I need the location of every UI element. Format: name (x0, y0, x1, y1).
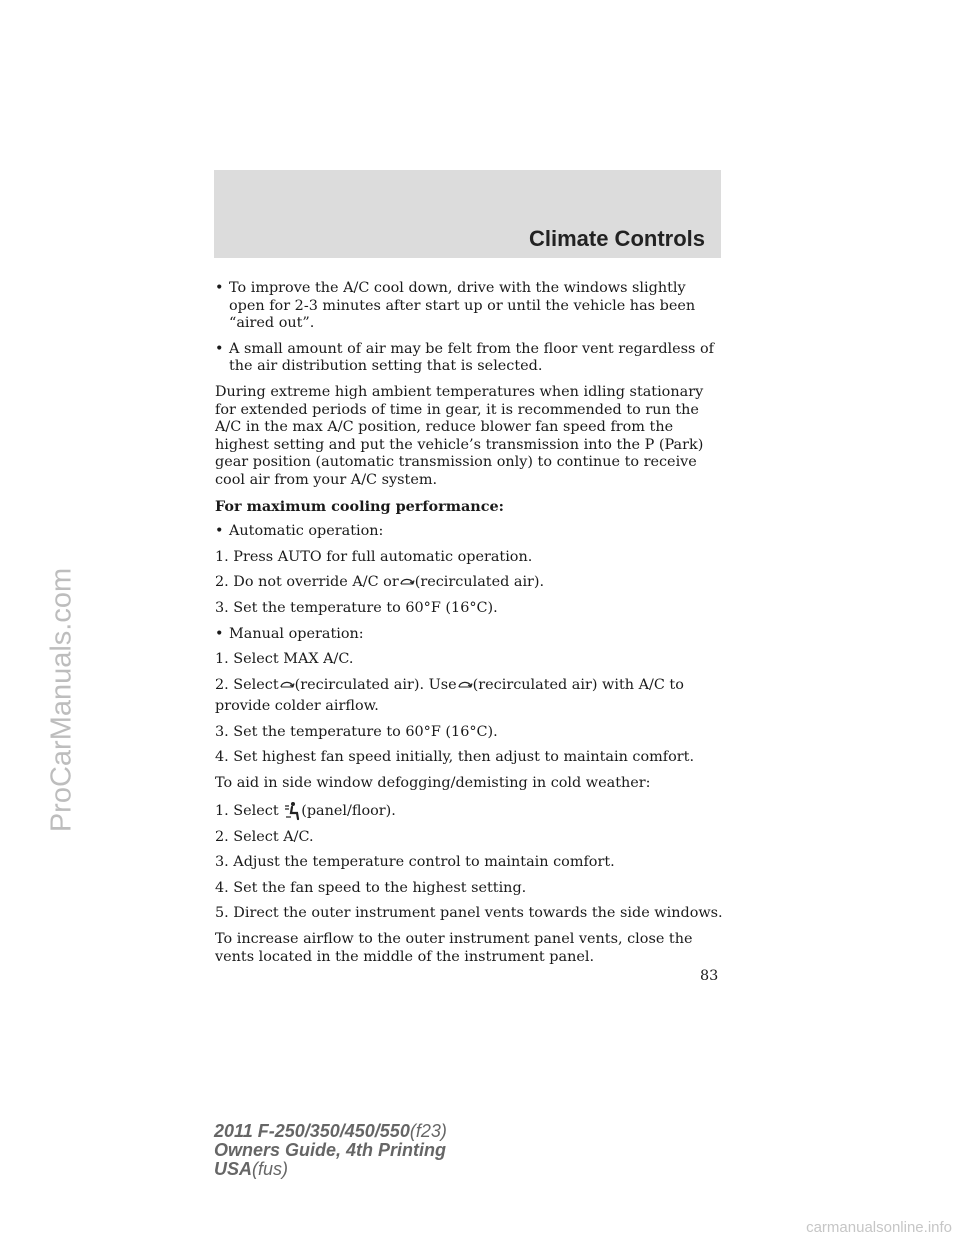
defog-step-1 (215, 801, 725, 821)
defog-step-4: 4. Set the fan speed to the highest setting. (215, 879, 527, 896)
manual-step-1: 1. Select MAX A/C. (215, 651, 354, 668)
footer-line (214, 1122, 447, 1141)
footer-line: Owners Guide, 4th Printing (214, 1140, 447, 1160)
manual-step-2-text: (recirculated air). Use (294, 676, 457, 693)
defog-step-1-text: (panel/floor). (301, 802, 396, 819)
section-header-box (214, 170, 721, 258)
auto-step-2 (215, 574, 725, 592)
defog-step-3: 3. Adjust the temperature control to maintain comfort. (215, 854, 615, 871)
manual-step-2-cont: provide colder airflow. (215, 698, 379, 715)
recirculate-icon (399, 577, 415, 587)
watermark: ProCarManuals.com (45, 567, 78, 833)
footer-line (214, 1160, 447, 1179)
defog-step-5: 5. Direct the outer instrument panel vents towards the side windows. (215, 905, 723, 922)
manual-step-3: 3. Set the temperature to 60°F (16°C). (215, 723, 498, 740)
bullet-text: A small amount of air may be felt from the floor vent regardless of the air distribution setting that is selected. (229, 340, 714, 375)
document-footer (214, 1122, 447, 1179)
airflow-paragraph: To increase airflow to the outer instrument panel vents, close the vents located in the middle of the instrument panel. (215, 931, 693, 965)
bullet-dot: • (215, 280, 224, 296)
section-title: Climate Controls (528, 226, 705, 251)
page-number: 83 (700, 968, 719, 984)
defog-step-2: 2. Select A/C. (215, 828, 314, 845)
manual-step-2-text: (recirculated air) with A/C to (472, 676, 684, 693)
footer-code: (f23) (409, 1121, 447, 1141)
bullet-dot: • (215, 340, 224, 357)
recirculate-icon (457, 680, 473, 690)
bullet-dot: • (215, 625, 224, 642)
manual-step-2 (215, 677, 725, 695)
panel-floor-icon (283, 801, 301, 821)
manual-step-4: 4. Set highest fan speed initially, then adjust to maintain comfort. (215, 749, 695, 766)
bullet-text: Manual operation: (229, 625, 364, 642)
footer-code: (fus) (252, 1159, 289, 1179)
auto-step-3: 3. Set the temperature to 60°F (16°C). (215, 599, 498, 616)
auto-step-2-text: (recirculated air). (414, 574, 545, 591)
defog-intro: To aid in side window defogging/demisting in cold weather: (215, 775, 651, 792)
defog-step-1-text: 1. Select (215, 802, 279, 819)
list-item (215, 626, 725, 644)
recirculate-icon (279, 680, 295, 690)
footer-model: 2011 F-250/350/450/550 (214, 1121, 410, 1141)
high-ambient-paragraph: During extreme high ambient temperatures when idling stationary for extended periods of time in gear, it is recommended to run the A/C in the max A/C position, reduce blower fan speed from the highest setting and put the vehicle’s transmission into the P (Park) gear position (automatic transmission only) to continue to receive cool air from your A/C system. (215, 383, 704, 488)
bullet-dot: • (215, 523, 224, 540)
page-content (215, 280, 725, 974)
auto-step-2-text: 2. Do not override A/C or (215, 574, 399, 591)
list-item (215, 280, 725, 333)
bullet-text: To improve the A/C cool down, drive with the windows slightly open for 2-3 minutes after start up or until the vehicle has been “aired out”. (229, 280, 696, 332)
auto-step-1: 1. Press AUTO for full automatic operation. (215, 548, 533, 565)
bullet-text: Automatic operation: (229, 523, 384, 540)
list-item (215, 523, 725, 541)
max-cooling-heading: For maximum cooling performance: (215, 497, 504, 515)
manual-step-2-text: 2. Select (215, 676, 279, 693)
site-watermark: carmanualsonline.info (806, 1219, 952, 1236)
list-item (215, 341, 725, 376)
footer-region: USA (214, 1159, 253, 1179)
